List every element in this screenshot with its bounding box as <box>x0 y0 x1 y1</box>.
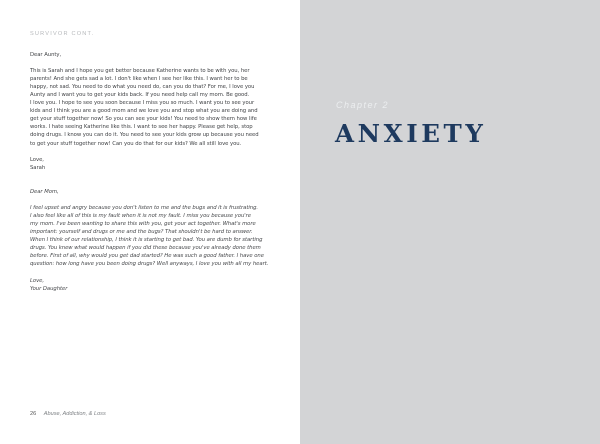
letter-line: my mom. I've been wanting to share this with you, get your act together. What's more <box>30 221 256 228</box>
letter-line: get your stuff together now! So you can see your kids! You need to show them how life <box>30 116 257 123</box>
letter-line: I also feel like all of this is my fault when it is not my fault. I miss you because you're <box>30 213 252 220</box>
letter-line: Dear Mom, <box>30 189 59 195</box>
letter-line: kids and I think you are a good mom and we love you and stop what you are doing and <box>30 108 258 115</box>
letter-line: important: yourself and drugs or me and the bugs? That shouldn't be hard to answer. <box>30 229 253 236</box>
letter-line: Sarah <box>30 164 46 171</box>
letter-line: Aunty and I want you to get your kids back. If you need help call my mom. Be good. <box>30 92 250 99</box>
letter-line: question: how long have you been doing drugs? Well anyways, I love you with all my heart. <box>30 261 269 268</box>
paragraph-gap <box>30 196 266 204</box>
letter-line: doing drugs. I know you can do it. You need to see your kids grow up because you need <box>30 132 259 139</box>
letter-line: I feel upset and angry because you don't listen to me and the bugs and it is frustrating. <box>30 205 259 212</box>
letter-line: before. First of all, why would you get dad started? He was such a good father. I have one <box>30 253 264 260</box>
book-title: Abuse, Addiction, & Loss <box>43 411 106 417</box>
letter-line: When I think of our relationship, I think it is starting to get bad. You are dumb for starting <box>30 237 263 244</box>
chapter-label: Chapter 2 <box>336 100 390 110</box>
letter-to-aunty <box>30 51 266 172</box>
letter-line: Dear Aunty, <box>30 52 62 58</box>
letter-line: Your Daughter <box>30 285 68 292</box>
letter-line: happy, not sad. You need to do what you need do, can you do that? For me, I love you <box>30 84 255 91</box>
letter-line: parents! And she gets sad a lot. I don't like when I see her like this. I want her to be <box>30 76 248 83</box>
chapter-title: ANXIETY <box>335 119 487 148</box>
letter-line: I love you. I hope to see you soon because I miss you so much. I want you to see your <box>30 100 255 107</box>
letter-line: drugs. You knew what would happen if you did these because you've already done them <box>30 245 261 252</box>
paragraph-gap <box>30 148 266 156</box>
letter-to-mom <box>30 188 269 293</box>
page-footer <box>30 411 106 417</box>
paragraph-gap <box>30 268 266 276</box>
running-head: SURVIVOR CONT. <box>30 31 95 37</box>
letter-line: This is Sarah and I hope you get better because Katherine wants to be with you, her <box>30 68 250 75</box>
right-page <box>300 0 600 444</box>
letter-line: to get your stuff together now! Can you do that for our kids? We all still love you. <box>30 140 242 147</box>
paragraph-gap <box>30 59 266 67</box>
page-number: 26 <box>30 411 37 417</box>
letter-line: Love, <box>30 156 44 163</box>
letter-line: Love, <box>30 277 45 284</box>
letter-line: works. I hate seeing Katherine like this. I want to see her happy. Please get help, stop <box>30 124 253 131</box>
